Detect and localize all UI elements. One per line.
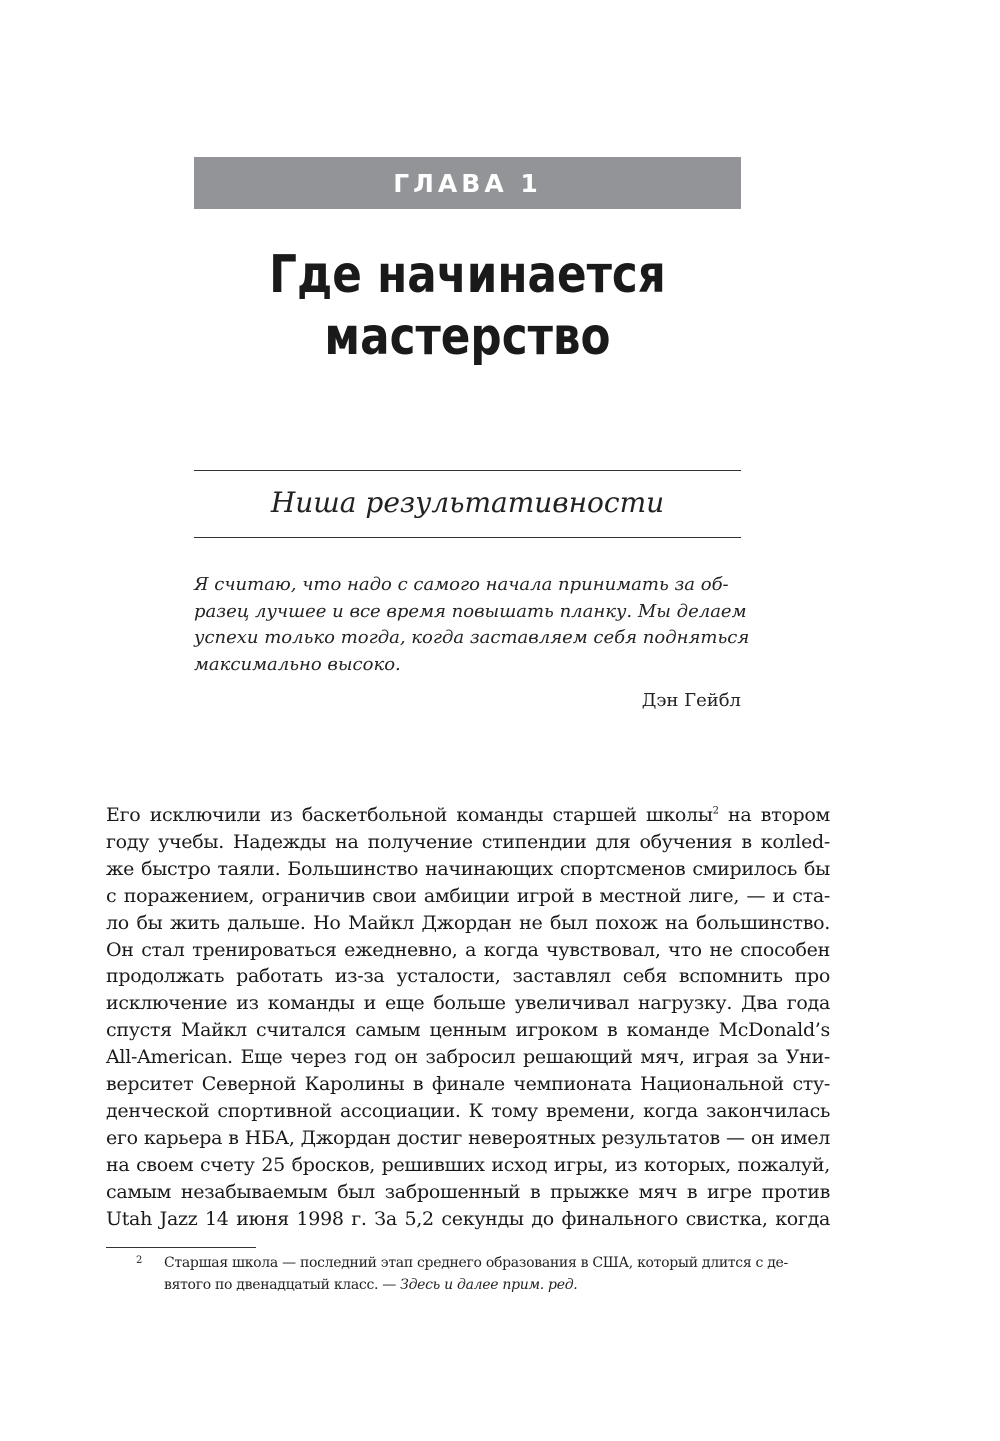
body-text-segment: на втором	[718, 804, 830, 826]
epigraph-author: Дэн Гейбл	[641, 690, 741, 711]
body-line: его карьера в НБА, Джордан достиг невероятных результатов — он имел	[106, 1126, 830, 1149]
body-line: Он стал тренироваться ежедневно, а когда чувствовал, что не способен	[106, 938, 830, 961]
body-text-segment: Его исключили из баскетбольной команды старшей школы	[106, 804, 713, 826]
footnote	[106, 1252, 830, 1296]
epigraph-line: максимально высоко.	[194, 653, 401, 675]
chapter-label-band	[194, 157, 741, 209]
epigraph	[194, 572, 750, 678]
footnote-line	[106, 1274, 830, 1296]
body-line: спустя Майкл считался самым ценным игроком в команде McDonald’s	[106, 1019, 830, 1042]
chapter-title-line: Где начинается	[269, 245, 666, 305]
footnote-separator	[106, 1247, 256, 1248]
body-line: с поражением, ограничив свои амбиции игрой в местной лиге, — и ста-	[106, 884, 830, 907]
body-line: году учебы. Надежды на получение стипендии для обучения в колled-	[106, 830, 830, 853]
chapter-title-line: мастерство	[324, 307, 611, 367]
epigraph-line: Я считаю, что надо с самого начала принимать за об-	[194, 574, 729, 595]
footnote-line: Старшая школа — последний этап среднего образования в США, который длится с де-	[164, 1255, 788, 1271]
section-title: Ниша результативности	[270, 486, 665, 519]
footnote-reference[interactable]: 2	[712, 805, 719, 817]
body-line	[106, 802, 830, 829]
body-line: самым незабываемым был заброшенный в прыжке мяч в игре против	[106, 1180, 830, 1203]
body-line: на своем счету 25 бросков, решивших исход игры, из которых, пожалуй,	[106, 1153, 830, 1176]
section-rule-bottom	[194, 537, 741, 538]
section-rule-top	[194, 470, 741, 471]
body-line: продолжать работать из-за усталости, заставлял себя вспомнить про	[106, 965, 830, 988]
epigraph-line: успехи только тогда, когда заставляем себя подняться	[194, 627, 750, 648]
body-line: же быстро таяли. Большинство начинающих спортсменов смирилось бы	[106, 857, 830, 880]
chapter-label: ГЛАВА 1	[393, 168, 542, 198]
body-line: верситет Северной Каролины в финале чемпионата Национальной сту-	[106, 1073, 830, 1096]
footnote-number: 2	[136, 1255, 143, 1266]
epigraph-line: разец лучшее и все время повышать планку. Мы делаем	[194, 600, 747, 622]
footnote-editor-note: Здесь и далее прим. ред.	[400, 1277, 578, 1293]
footnote-text: вятого по двенадцатый класс. —	[164, 1277, 401, 1293]
body-line: исключение из команды и еще больше увеличивал нагрузку. Два года	[106, 992, 830, 1015]
chapter-title	[238, 244, 697, 368]
body-line: Utah Jazz 14 июня 1998 г. За 5,2 секунды до финального свистка, когда	[106, 1207, 830, 1230]
body-line: денческой спортивной ассоциации. К тому времени, когда закончилась	[106, 1099, 830, 1122]
body-text	[106, 802, 830, 1233]
body-line: ло бы жить дальше. Но Майкл Джордан не был похож на большинство.	[106, 911, 830, 934]
body-line: All-American. Еще через год он забросил решающий мяч, играя за Уни-	[106, 1046, 830, 1069]
